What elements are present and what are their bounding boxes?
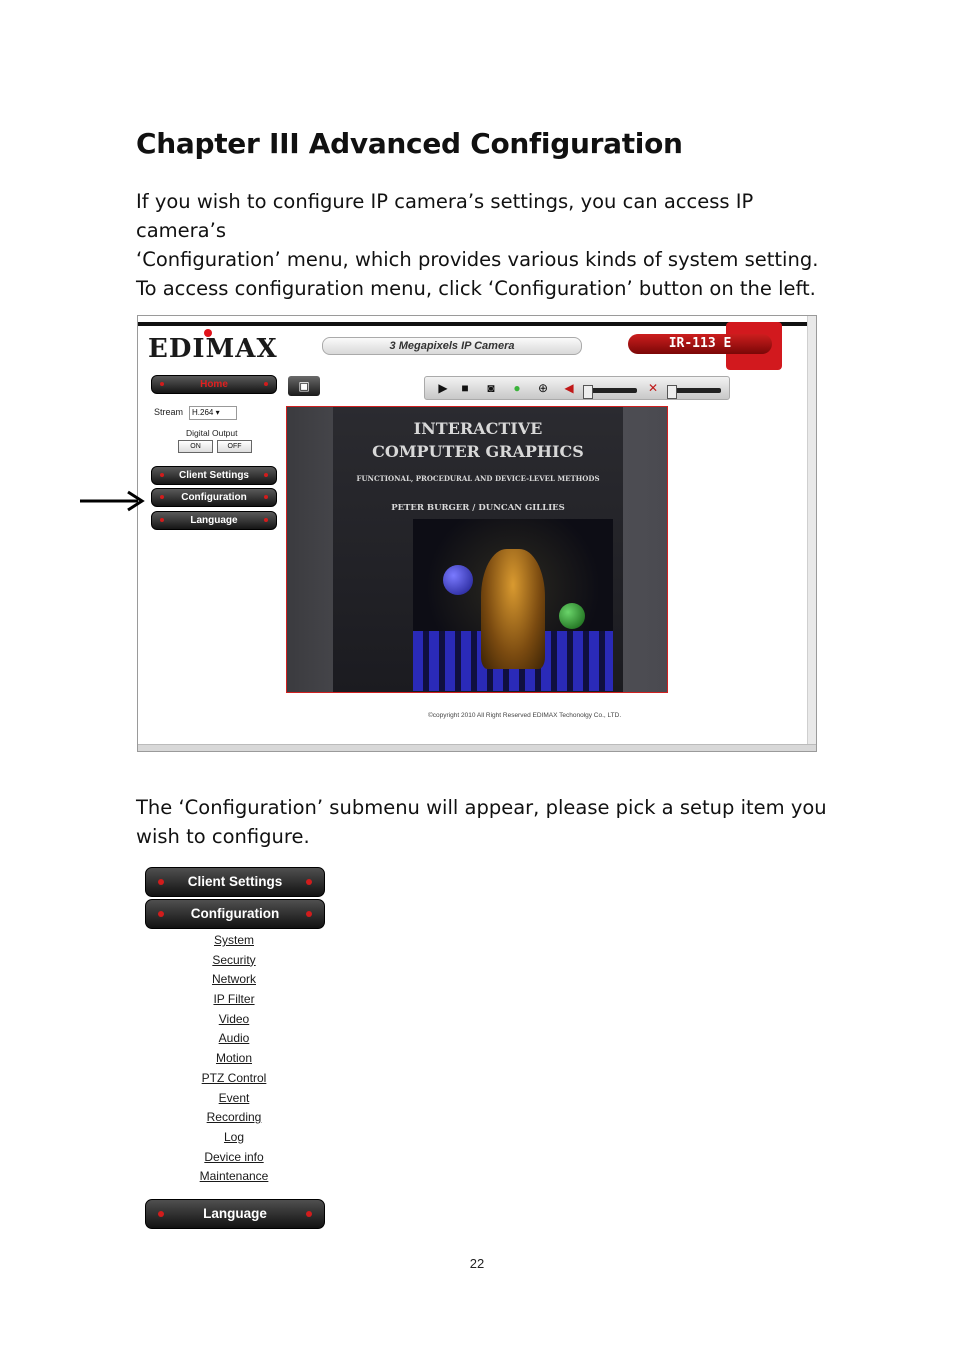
configuration-button[interactable] bbox=[151, 488, 277, 507]
submenu-recording[interactable]: Recording bbox=[206, 1110, 262, 1125]
vertical-scrollbar[interactable] bbox=[807, 316, 816, 751]
stream-value: H.264 bbox=[192, 408, 214, 417]
language-button[interactable] bbox=[151, 511, 277, 530]
submenu-network[interactable]: Network bbox=[211, 972, 256, 987]
menu-language-button[interactable] bbox=[145, 1199, 325, 1229]
intro-paragraph bbox=[136, 187, 836, 274]
volume-knob[interactable] bbox=[583, 385, 593, 399]
video-text-subtitle: FUNCTIONAL, PROCEDURAL AND DEVICE-LEVEL METHODS bbox=[356, 474, 600, 483]
video-book-illustration bbox=[413, 519, 613, 691]
edimax-logo: EDIMAX bbox=[148, 334, 278, 364]
submenu-ip-filter[interactable]: IP Filter bbox=[213, 992, 255, 1007]
bullet-icon bbox=[160, 473, 164, 477]
video-book-cover bbox=[333, 407, 623, 692]
stream-label: Stream bbox=[154, 407, 184, 417]
video-text-title-2: COMPUTER GRAPHICS bbox=[372, 442, 584, 461]
stop-icon[interactable]: ■ bbox=[461, 381, 469, 395]
home-label: Home bbox=[200, 379, 228, 390]
submenu-maintenance[interactable]: Maintenance bbox=[199, 1169, 269, 1184]
bullet-icon bbox=[160, 382, 164, 386]
pointer-arrow-icon bbox=[80, 489, 148, 513]
top-border-line bbox=[138, 322, 810, 326]
camera-title-bar: 3 Megapixels IP Camera bbox=[322, 337, 582, 355]
submenu-log[interactable]: Log bbox=[223, 1129, 245, 1144]
intro-line-1: If you wish to configure IP camera’s settings, you can access IP camera’s bbox=[136, 190, 754, 242]
video-toolbar bbox=[424, 376, 730, 400]
output-off-button[interactable]: OFF bbox=[217, 440, 252, 453]
configuration-label: Configuration bbox=[181, 492, 247, 503]
bullet-icon bbox=[306, 1211, 312, 1217]
home-button[interactable] bbox=[151, 375, 277, 394]
submenu-line-2: wish to configure. bbox=[136, 825, 310, 848]
copyright-text: ©copyright 2010 All Right Reserved EDIMAX Techonolgy Co., LTD. bbox=[428, 712, 622, 719]
submenu-event[interactable]: Event bbox=[218, 1090, 250, 1105]
bullet-icon bbox=[160, 518, 164, 522]
video-text-authors: PETER BURGER / DUNCAN GILLIES bbox=[391, 503, 565, 513]
menu-language-label: Language bbox=[203, 1206, 267, 1221]
submenu-audio[interactable]: Audio bbox=[218, 1031, 250, 1046]
bullet-icon bbox=[158, 879, 164, 885]
client-settings-button[interactable] bbox=[151, 466, 277, 485]
fullscreen-icon[interactable]: ▣ bbox=[288, 376, 320, 396]
intro-line-2: ‘Configuration’ menu, which provides various kinds of system setting. bbox=[136, 248, 819, 271]
submenu-device-info[interactable]: Device info bbox=[204, 1149, 264, 1164]
golden-goblet bbox=[481, 549, 545, 669]
bullet-icon bbox=[306, 879, 312, 885]
bullet-icon bbox=[158, 911, 164, 917]
snapshot-icon[interactable]: ◙ bbox=[487, 381, 495, 395]
menu-configuration-label: Configuration bbox=[190, 906, 280, 921]
bullet-icon bbox=[158, 1211, 164, 1217]
digital-output-label: Digital Output bbox=[186, 428, 238, 438]
submenu-motion[interactable]: Motion bbox=[215, 1051, 253, 1066]
submenu-system[interactable]: System bbox=[213, 933, 254, 947]
bullet-icon bbox=[264, 473, 268, 477]
blue-sphere bbox=[443, 565, 473, 595]
submenu-video[interactable]: Video bbox=[218, 1011, 250, 1026]
stream-select[interactable]: H.264 ▾ bbox=[189, 406, 237, 420]
chapter-heading: Chapter III Advanced Configuration bbox=[136, 127, 683, 160]
mic-knob[interactable] bbox=[667, 385, 677, 399]
menu-client-settings-label: Client Settings bbox=[187, 874, 283, 889]
bullet-icon bbox=[264, 382, 268, 386]
live-video-view bbox=[286, 406, 668, 693]
mic-icon[interactable]: ✕ bbox=[647, 381, 659, 395]
bullet-icon bbox=[160, 495, 164, 499]
submenu-ptz-control[interactable]: PTZ Control bbox=[201, 1070, 267, 1085]
record-indicator-icon[interactable]: ● bbox=[513, 381, 521, 395]
output-on-button[interactable]: ON bbox=[178, 440, 213, 453]
language-label: Language bbox=[190, 515, 238, 526]
green-sphere bbox=[559, 603, 585, 629]
bullet-icon bbox=[264, 518, 268, 522]
submenu-line-1: The ‘Configuration’ submenu will appear, please pick a setup item you bbox=[136, 796, 827, 819]
bottom-scrollbar[interactable] bbox=[138, 744, 816, 751]
menu-client-settings-button[interactable] bbox=[145, 867, 325, 897]
camera-ui-screenshot bbox=[137, 315, 817, 752]
submenu-paragraph bbox=[136, 793, 836, 851]
zoom-icon[interactable]: ⊕ bbox=[537, 381, 549, 395]
menu-configuration-button[interactable] bbox=[145, 899, 325, 929]
bullet-icon bbox=[264, 495, 268, 499]
access-instruction: To access configuration menu, click ‘Configuration’ button on the left. bbox=[136, 277, 816, 300]
bullet-icon bbox=[306, 911, 312, 917]
submenu-security[interactable]: Security bbox=[212, 952, 256, 967]
client-settings-label: Client Settings bbox=[178, 470, 249, 481]
model-badge: IR-113 E bbox=[628, 334, 772, 354]
play-icon[interactable]: ▶ bbox=[438, 381, 448, 395]
configuration-submenu bbox=[145, 931, 323, 1187]
video-text-title-1: INTERACTIVE bbox=[413, 419, 543, 438]
page-number: 22 bbox=[469, 1256, 485, 1271]
speaker-icon[interactable]: ◀ bbox=[564, 381, 574, 395]
